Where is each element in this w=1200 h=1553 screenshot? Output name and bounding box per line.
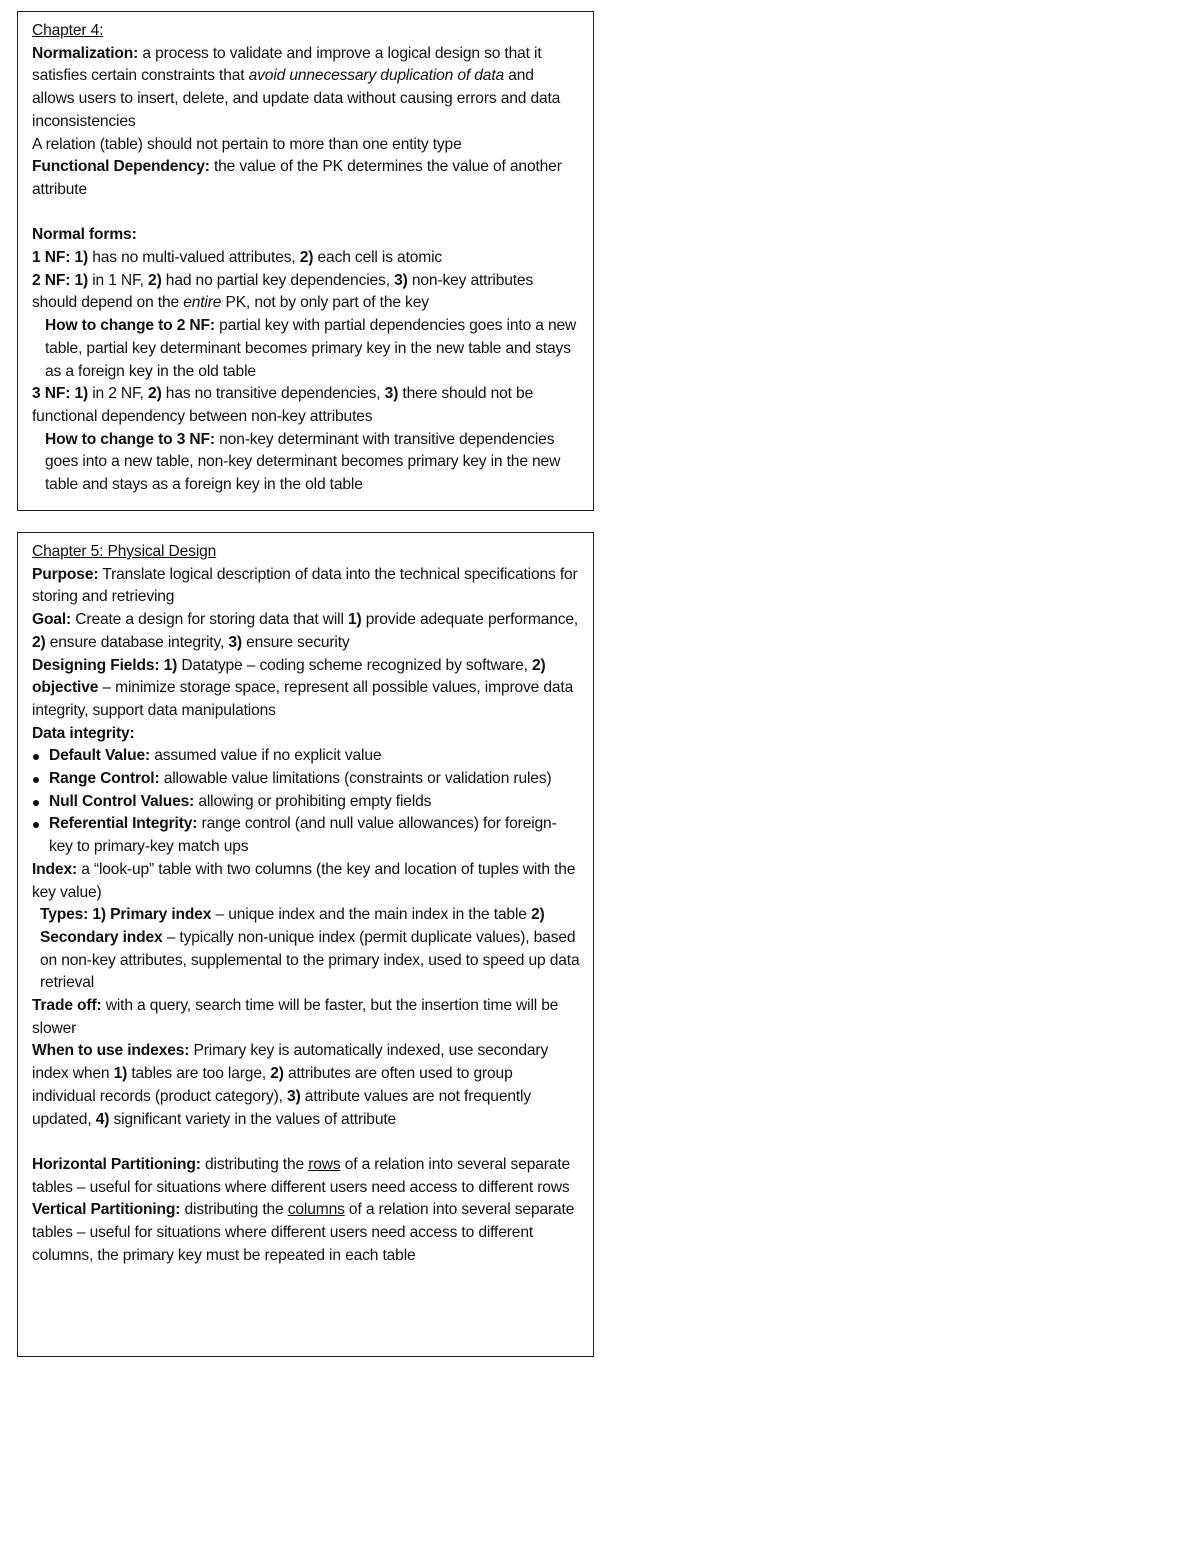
index-types: Types: 1) Primary index – unique index and the main index in the table 2) Secondary index – typically non-unique index (permit duplicate values), based on non-key attributes, supplemental to the primary index, used to speed up data retrieval — [40, 906, 580, 992]
normal-forms-heading: Normal forms: — [32, 226, 137, 244]
list-item: Null Control Values: allowing or prohibiting empty fields — [32, 791, 580, 814]
list-item: Range Control: allowable value limitations (constraints or validation rules) — [32, 768, 580, 791]
first-normal-form: 1 NF: 1) has no multi-valued attributes, 2) each cell is atomic — [32, 249, 443, 267]
horizontal-partitioning: Horizontal Partitioning: distributing the rows of a relation into several separate tables – useful for situations where different users need access to different rows — [32, 1155, 571, 1196]
normalization-definition: Normalization: a process to validate and improve a logical design so that it satisfies certain constraints that avoid unnecessary duplication of data and allows users to insert, delete, and update data without causing errors and data inconsistencies — [32, 44, 561, 130]
when-to-use-indexes: When to use indexes: Primary key is automatically indexed, use secondary index when 1) tables are too large, 2) attributes are often used to group individual records (product category), 3) attribute values are not frequently updated, 4) significant variety in the values of attribute — [32, 1042, 549, 1128]
purpose-definition: Purpose: Translate logical description of data into the technical specifications for storing and retrieving — [32, 565, 578, 606]
functional-dependency-definition: Functional Dependency: the value of the PK determines the value of another attribute — [32, 158, 562, 198]
spacer — [32, 1131, 580, 1154]
bullet-icon — [33, 754, 39, 760]
trade-off: Trade off: with a query, search time will be faster, but the insertion time will be slower — [32, 997, 559, 1037]
spacer — [32, 202, 580, 225]
designing-fields: Designing Fields: 1) Datatype – coding scheme recognized by software, 2) objective – minimize storage space, represent all possible values, improve data integrity, support data manipulations — [32, 656, 574, 719]
list-item: Referential Integrity: range control (and null value allowances) for foreign-key to primary-key match ups — [32, 813, 580, 858]
how-to-2nf: How to change to 2 NF: partial key with partial dependencies goes into a new table, partial key determinant becomes primary key in the new table and stays as a foreign key in the old table — [45, 317, 577, 380]
chapter-4-heading: Chapter 4: — [32, 22, 104, 39]
bullet-icon — [33, 800, 39, 806]
how-to-3nf: How to change to 3 NF: non-key determinant with transitive dependencies goes into a new table, non-key determinant becomes primary key in the new table and stays as a foreign key in the old table — [45, 430, 561, 494]
index-definition: Index: a “look-up” table with two columns (the key and location of tuples with the key value) — [32, 860, 576, 901]
relation-rule: A relation (table) should not pertain to more than one entity type — [32, 135, 462, 153]
third-normal-form: 3 NF: 1) in 2 NF, 2) has no transitive dependencies, 3) there should not be functional dependency between non-key attributes — [32, 385, 534, 425]
chapter-5-heading: Chapter 5: Physical Design — [32, 543, 217, 560]
goal-definition: Goal: Create a design for storing data that will 1) provide adequate performance, 2) ensure database integrity, 3) ensure security — [32, 611, 579, 651]
bullet-icon — [33, 822, 39, 828]
vertical-partitioning: Vertical Partitioning: distributing the columns of a relation into several separate tables – useful for situations where different users need access to different columns, the primary key must be repeated in each table — [32, 1201, 575, 1264]
data-integrity-heading: Data integrity: — [32, 724, 135, 742]
chapter-4-notes-box — [17, 11, 594, 511]
bullet-icon — [33, 777, 39, 783]
list-item: Default Value: assumed value if no explicit value — [32, 745, 580, 768]
second-normal-form: 2 NF: 1) in 1 NF, 2) had no partial key dependencies, 3) non-key attributes should depend on the entire PK, not by only part of the key — [32, 271, 534, 312]
chapter-5-notes-box — [17, 532, 594, 1357]
